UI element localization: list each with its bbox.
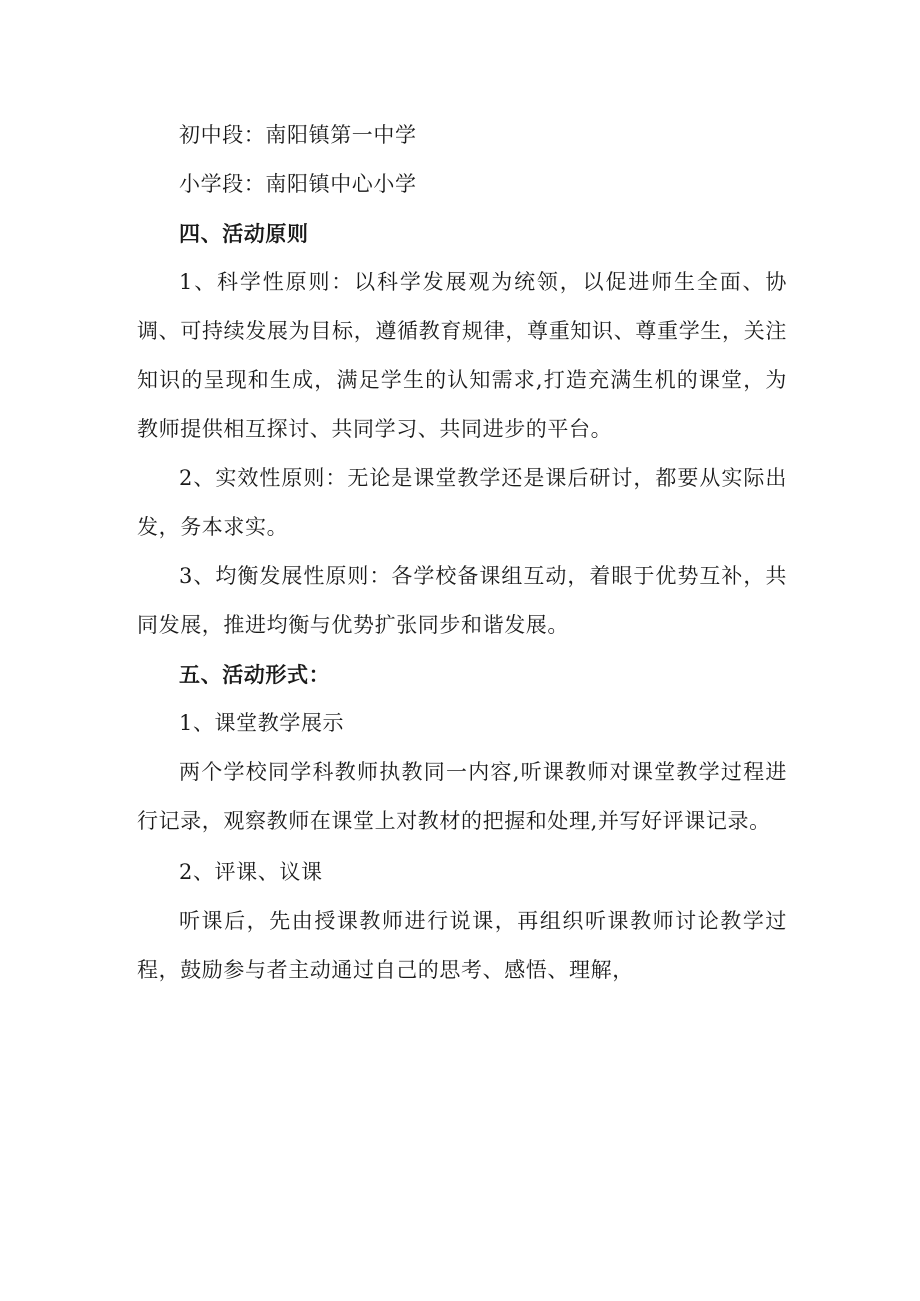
section-5-heading: 五、活动形式： xyxy=(179,662,331,687)
form-1-title: 1、课堂教学展示 xyxy=(179,711,345,735)
form-2-title: 2、评课、议课 xyxy=(179,860,323,884)
form-1-paragraph: 两个学校同学科教师执教同一内容,听课教师对课堂教学过程进行记录，观察教师在课堂上对教材的把握和处理,并写好评课记录。 xyxy=(137,760,787,833)
document-body xyxy=(137,111,787,995)
form-2-paragraph: 听课后，先由授课教师进行说课，再组织听课教师讨论教学过程，鼓励参与者主动通过自己的思考、感悟、理解， xyxy=(137,909,787,982)
section-4-heading: 四、活动原则 xyxy=(179,221,309,246)
school-middle-line: 初中段：南阳镇第一中学 xyxy=(179,123,417,147)
school-primary-line: 小学段：南阳镇中心小学 xyxy=(179,172,417,196)
principle-3-paragraph: 3、均衡发展性原则：各学校备课组互动，着眼于优势互补，共同发展，推进均衡与优势扩张同步和谐发展。 xyxy=(137,564,787,637)
principle-2-paragraph: 2、实效性原则：无论是课堂教学还是课后研讨，都要从实际出发，务本求实。 xyxy=(137,466,787,539)
principle-1-paragraph: 1、科学性原则：以科学发展观为统领，以促进师生全面、协调、可持续发展为目标，遵循教育规律，尊重知识、尊重学生，关注知识的呈现和生成，满足学生的认知需求,打造充满生机的课堂，为教师提供相互探讨、共同学习、共同进步的平台。 xyxy=(137,270,787,441)
